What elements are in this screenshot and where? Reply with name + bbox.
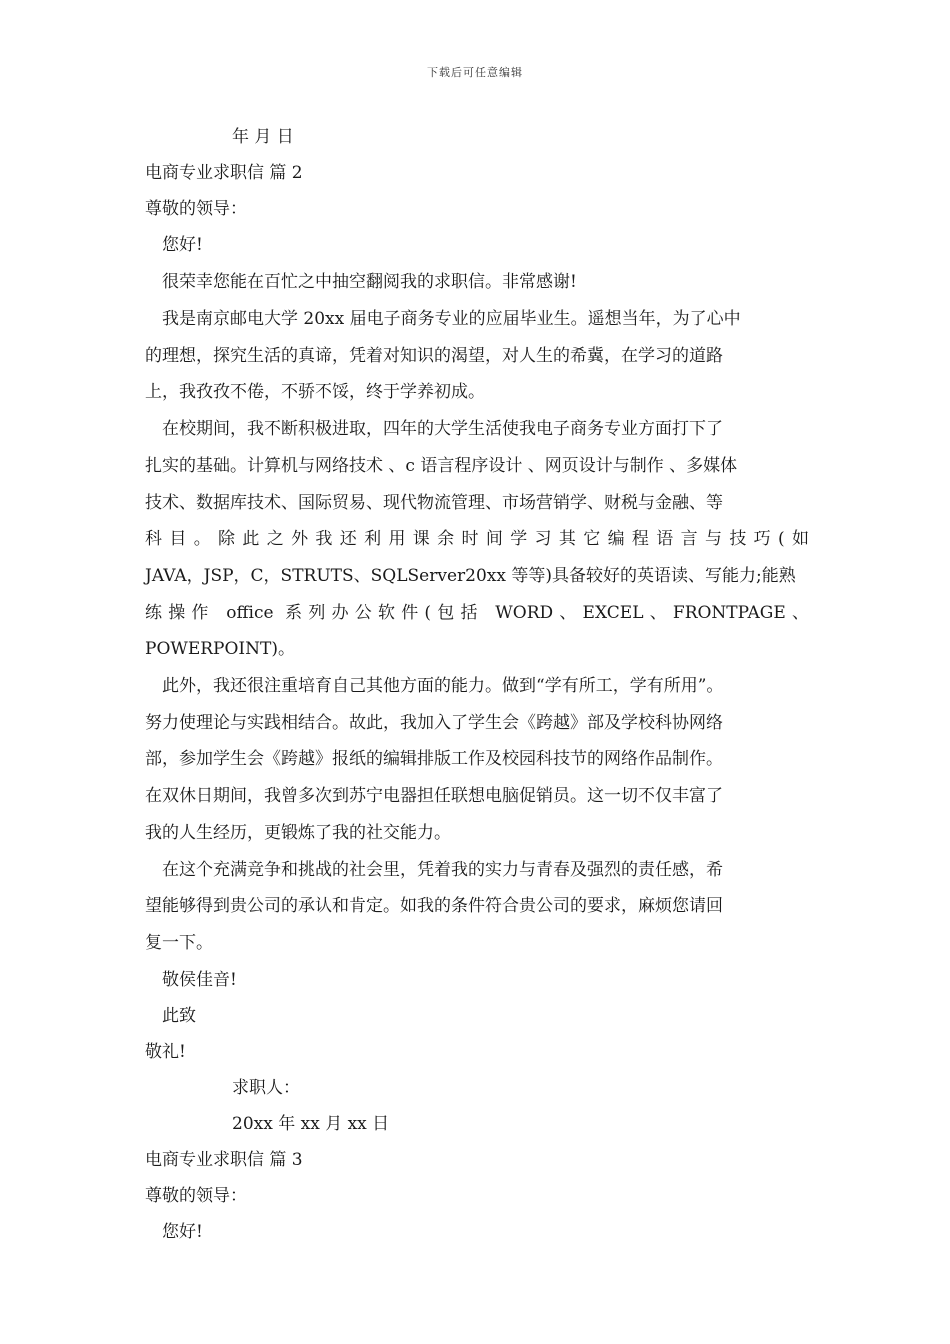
paragraph-line: 上，我孜孜不倦，不骄不馁，终于学养初成。: [145, 382, 485, 403]
date-placeholder: 年 月 日: [232, 127, 294, 147]
closing-await: 敬侯佳音!: [162, 969, 237, 990]
paragraph-line: 我的人生经历，更锻炼了我的社交能力。: [145, 822, 451, 843]
paragraph-conclusion: [145, 852, 809, 962]
paragraph-line: JAVA，JSP，C，STRUTS、SQLServer20xx 等等)具备较好的英语读、写能力;能熟: [145, 565, 796, 586]
paragraph-line: 练操作 office 系列办公软件(包括 WORD、EXCEL、FRONTPAGE、POWERPOINT)。: [145, 602, 809, 660]
salutation: 尊敬的领导：: [145, 1185, 247, 1206]
paragraph-activities: [145, 668, 809, 852]
closing-salute: 敬礼!: [145, 1041, 186, 1062]
paragraph-line: 复一下。: [145, 932, 213, 953]
greeting: 您好!: [162, 235, 203, 255]
paragraph-line: 技术、数据库技术、国际贸易、现代物流管理、市场营销学、财税与金融、等: [145, 492, 723, 513]
paragraph-line: 扎实的基础。计算机与网络技术 、c 语言程序设计 、网页设计与制作 、多媒体: [145, 455, 738, 476]
page-header-note: 下载后可任意编辑: [427, 66, 523, 79]
paragraph-line: 在双休日期间，我曾多次到苏宁电器担任联想电脑促销员。这一切不仅丰富了: [145, 786, 723, 807]
paragraph-introduction: [145, 301, 809, 411]
signature-date: 20xx 年 xx 月 xx 日: [232, 1113, 390, 1134]
document-body: [145, 119, 809, 1250]
paragraph-line: 在校期间，我不断积极进取，四年的大学生活使我电子商务专业方面打下了: [162, 419, 723, 440]
paragraph-line: 在这个充满竞争和挑战的社会里，凭着我的实力与青春及强烈的责任感，希: [162, 859, 723, 880]
letter-title: 电商专业求职信 篇 3: [145, 1149, 303, 1170]
paragraph-thanks: 很荣幸您能在百忙之中抽空翻阅我的求职信。非常感谢!: [162, 272, 577, 292]
paragraph-line: 的理想，探究生活的真谛，凭着对知识的渴望，对人生的希冀，在学习的道路: [145, 345, 723, 366]
applicant-label: 求职人：: [232, 1077, 300, 1098]
salutation: 尊敬的领导：: [145, 199, 247, 219]
paragraph-line: 我是南京邮电大学 20xx 届电子商务专业的应届毕业生。遥想当年，为了心中: [162, 309, 741, 329]
paragraph-line: 部，参加学生会《跨越》报纸的编辑排版工作及校园科技节的网络作品制作。: [145, 749, 723, 770]
letter-title: 电商专业求职信 篇 2: [145, 163, 303, 183]
closing-cizhi: 此致: [162, 1005, 196, 1026]
paragraph-line: 努力使理论与实践相结合。故此，我加入了学生会《跨越》部及学校科协网络: [145, 712, 723, 733]
paragraph-line: 此外，我还很注重培育自己其他方面的能力。做到“学有所工，学有所用”。: [162, 676, 724, 697]
paragraph-education: [145, 411, 809, 668]
paragraph-line: 科目。除此之外我还利用课余时间学习其它编程语言与技巧(如: [145, 529, 809, 550]
paragraph-line: 望能够得到贵公司的承认和肯定。如我的条件符合贵公司的要求，麻烦您请回: [145, 896, 723, 917]
greeting: 您好!: [162, 1221, 203, 1242]
